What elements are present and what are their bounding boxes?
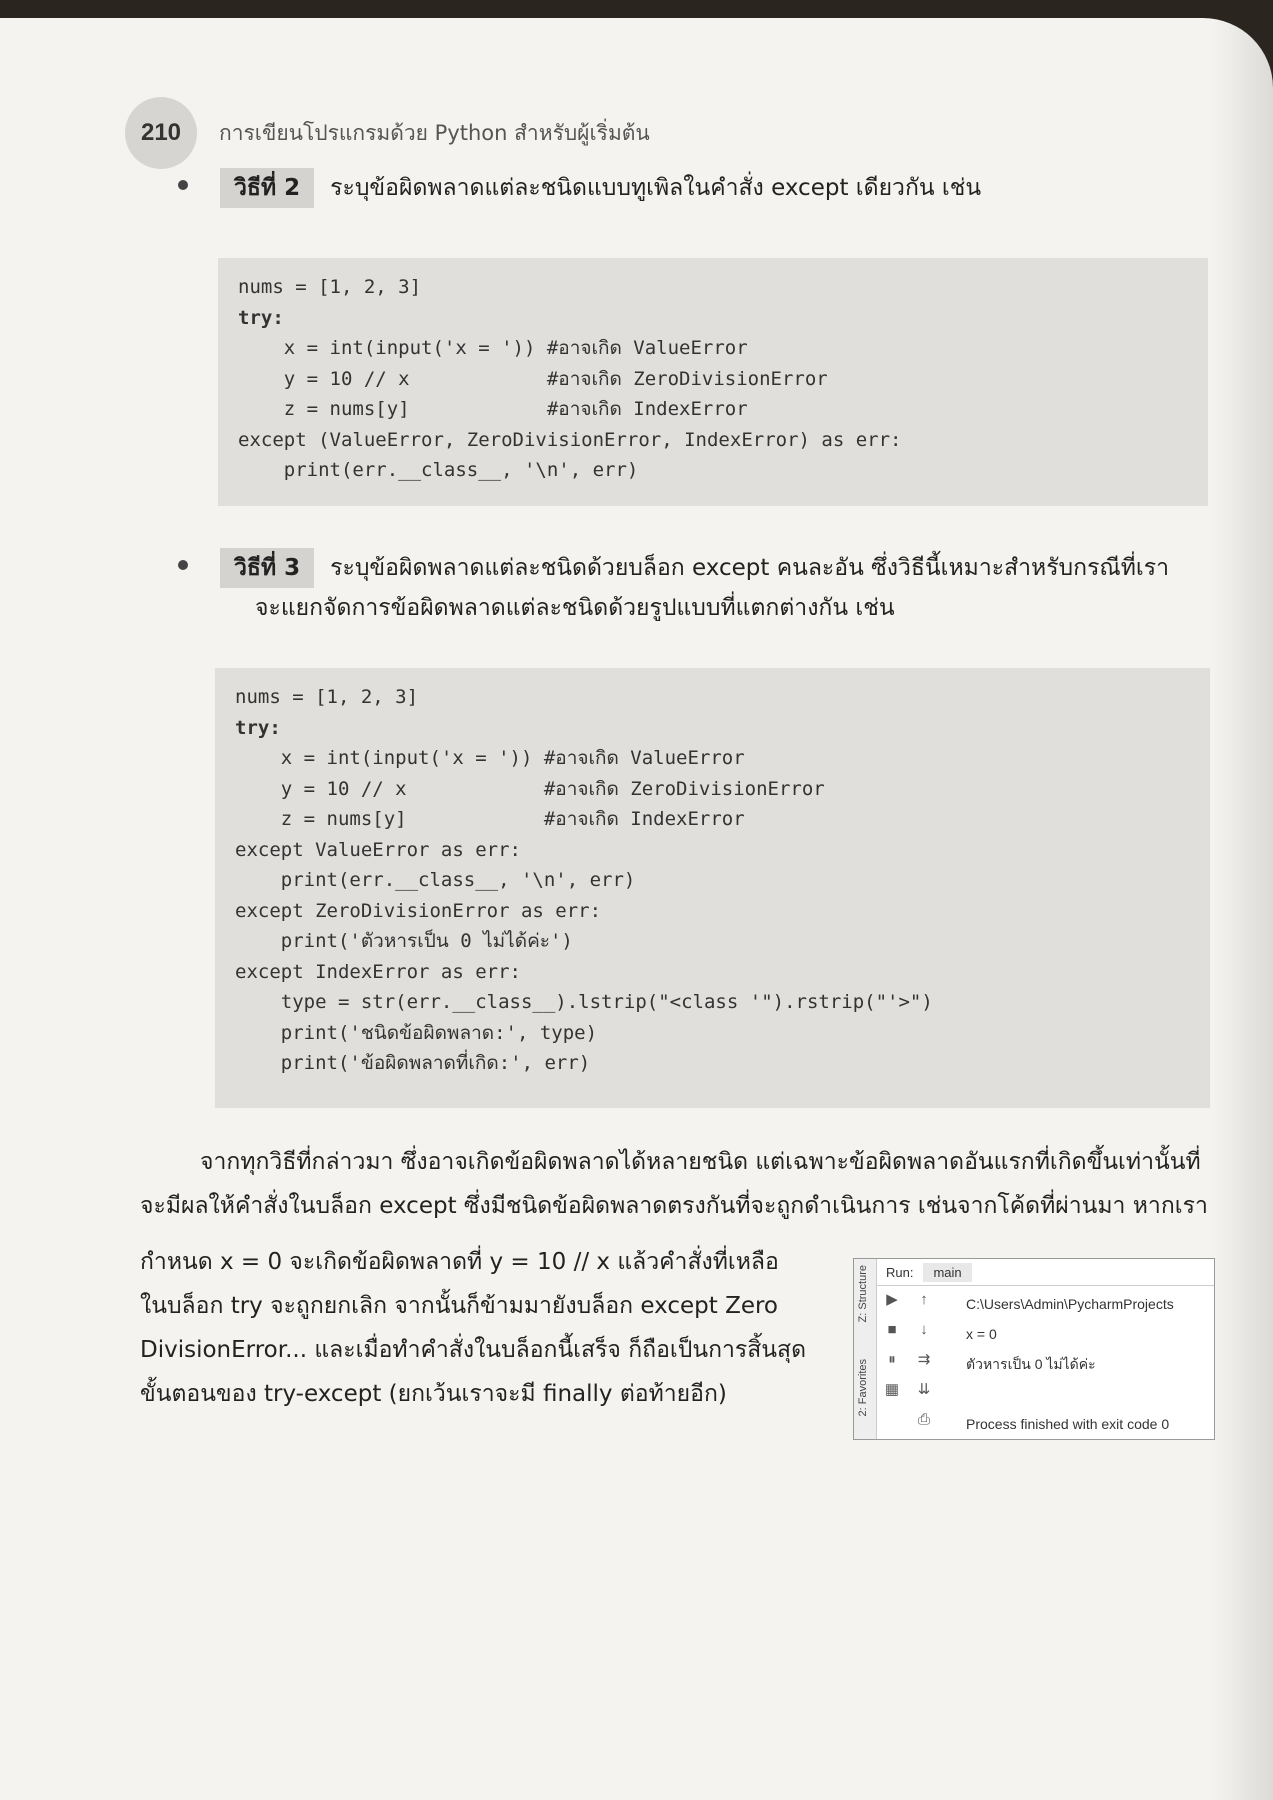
paragraph-line: ในบล็อก try จะถูกยกเลิก จากนั้นก็ข้ามมายังบล็อก except Zero xyxy=(140,1293,778,1319)
code-line: except (ValueError, ZeroDivisionError, IndexError) as err: xyxy=(238,428,902,451)
page-shadow xyxy=(1213,18,1273,1800)
paragraph-line: จากทุกวิธีที่กล่าวมา ซึ่งอาจเกิดข้อผิดพลาดได้หลายชนิด แต่เฉพาะข้อผิดพลาดอันแรกที่เกิดขึ้นเท่านั้นที่ xyxy=(200,1149,1201,1175)
method-3-text-line2: จะแยกจัดการข้อผิดพลาดแต่ละชนิดด้วยรูปแบบที่แตกต่างกัน เช่น xyxy=(255,595,895,621)
method-3-text-line1: ระบุข้อผิดพลาดแต่ละชนิดด้วยบล็อก except คนละอัน ซึ่งวิธีนี้เหมาะสำหรับกรณีที่เรา xyxy=(330,555,1170,581)
code-line: x = int(input('x = ')) #อาจเกิด ValueError xyxy=(235,747,745,769)
scroll-to-end-icon[interactable]: ⇊ xyxy=(917,1381,931,1398)
code-line: print('ตัวหารเป็น 0 ไม่ได้ค่ะ') xyxy=(235,930,573,952)
bullet-icon xyxy=(178,180,188,190)
header-title: การเขียนโปรแกรมด้วย Python สำหรับผู้เริ่มต้น xyxy=(219,120,650,145)
run-label: Run: xyxy=(886,1264,914,1280)
code-line: z = nums[y] #อาจเกิด IndexError xyxy=(235,808,745,830)
console-line: ตัวหารเป็น 0 ไม่ได้ค่ะ xyxy=(966,1356,1096,1372)
bullet-icon xyxy=(178,560,188,570)
method-2-text: ระบุข้อผิดพลาดแต่ละชนิดแบบทูเพิลในคำสั่ง except เดียวกัน เช่น xyxy=(330,175,982,201)
method-3-heading xyxy=(220,548,1169,588)
structure-tab[interactable]: Z: Structure xyxy=(857,1265,869,1323)
stop-icon[interactable]: ■ xyxy=(887,1321,897,1338)
code-line: except ZeroDivisionError as err: xyxy=(235,899,602,922)
console-line xyxy=(966,1379,1174,1409)
ide-tab-bar xyxy=(876,1259,1214,1286)
up-arrow-icon[interactable]: ↑ xyxy=(920,1291,928,1308)
down-arrow-icon[interactable]: ↓ xyxy=(920,1321,928,1338)
ide-output-controls xyxy=(910,1285,938,1435)
paragraph-line: DivisionError... และเมื่อทำคำสั่งในบล็อกนี้เสร็จ ก็ถือเป็นการสิ้นสุด xyxy=(140,1337,807,1363)
code-line: y = 10 // x #อาจเกิด ZeroDivisionError xyxy=(235,777,825,800)
ide-run-panel xyxy=(853,1258,1215,1440)
rerun-icon[interactable]: ▶ xyxy=(886,1291,898,1308)
code-line: print('ข้อผิดพลาดที่เกิด:', err) xyxy=(235,1052,591,1074)
code-block-2 xyxy=(215,668,1210,1108)
page-number: 210 xyxy=(125,97,197,169)
layout-icon[interactable]: ▦ xyxy=(884,1381,900,1398)
tab-main[interactable]: main xyxy=(923,1263,971,1282)
pause-icon[interactable]: ⏸ xyxy=(888,1351,896,1368)
console-line: C:\Users\Admin\PycharmProjects xyxy=(966,1296,1174,1312)
method-2-heading xyxy=(220,168,981,208)
ide-run-controls xyxy=(878,1285,906,1405)
code-line: except IndexError as err: xyxy=(235,960,521,983)
code-line: nums = [1, 2, 3] xyxy=(235,686,419,708)
code-line: try: xyxy=(238,306,284,329)
code-line: print('ชนิดข้อผิดพลาด:', type) xyxy=(235,1021,598,1044)
code-line: x = int(input('x = ')) #อาจเกิด ValueError xyxy=(238,337,748,359)
code-line: nums = [1, 2, 3] xyxy=(238,276,422,298)
code-line: print(err.__class__, '\n', err) xyxy=(235,869,636,891)
method-2-label: วิธีที่ 2 xyxy=(220,168,314,208)
page-header xyxy=(125,98,650,168)
ide-side-toolbar xyxy=(854,1259,877,1439)
code-line: z = nums[y] #อาจเกิด IndexError xyxy=(238,398,748,420)
paragraph-line: ขั้นตอนของ try-except (ยกเว้นเราจะมี finally ต่อท้ายอีก) xyxy=(140,1381,727,1407)
ide-console-output xyxy=(966,1289,1174,1439)
paragraph-line: จะมีผลให้คำสั่งในบล็อก except ซึ่งมีชนิดข้อผิดพลาดตรงกันที่จะถูกดำเนินการ เช่นจากโค้ดที่ผ่านมา หากเรา xyxy=(140,1193,1208,1219)
favorites-tab[interactable]: 2: Favorites xyxy=(857,1359,869,1417)
console-line: Process finished with exit code 0 xyxy=(966,1416,1170,1432)
code-line: type = str(err.__class__).lstrip("<class '").rstrip("'>") xyxy=(235,991,933,1013)
code-block-1 xyxy=(218,258,1208,506)
code-line: print(err.__class__, '\n', err) xyxy=(238,459,639,481)
code-line: try: xyxy=(235,716,281,739)
soft-wrap-icon[interactable]: ⇉ xyxy=(917,1351,931,1368)
paragraph-line: กำหนด x = 0 จะเกิดข้อผิดพลาดที่ y = 10 // x แล้วคำสั่งที่เหลือ xyxy=(140,1249,779,1275)
console-line: x = 0 xyxy=(966,1326,997,1342)
book-page xyxy=(0,18,1273,1800)
code-line: y = 10 // x #อาจเกิด ZeroDivisionError xyxy=(238,367,828,390)
code-line: except ValueError as err: xyxy=(235,838,521,861)
print-icon[interactable]: ⎙ xyxy=(917,1411,930,1428)
method-3-label: วิธีที่ 3 xyxy=(220,548,314,588)
